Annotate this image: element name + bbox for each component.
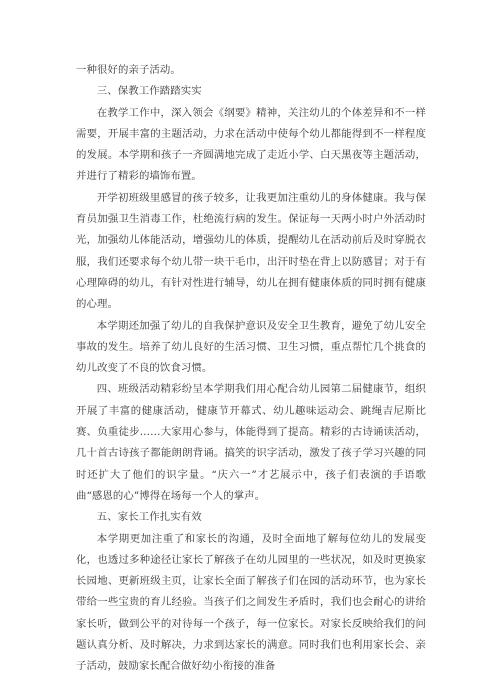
section-heading-3: 三、保教工作踏踏实实 <box>96 85 202 98</box>
paragraph-activities: 四、班级活动精彩纷呈本学期我们用心配合幼儿园第二届健康节，组织开展了丰富的健康活动，健康节开幕式、幼儿趣味运动会、跳绳吉尼斯比赛、负重徒步……大家用心参与，体能得到了提高。精彩的古诗诵读活动，几十首古诗孩子都能朗朗背诵。搞笑的识字活动，激发了孩子学习兴趣的同时还扩大了他们的识字量。“庆六一”才艺展示中，孩子们表演的手语歌曲“感恩的心”博得在场每一个人的掌声。 <box>76 383 426 502</box>
paragraph-safety: 本学期还加强了幼儿的自我保护意识及安全卫生教育，避免了幼儿安全事故的发生。培养了幼儿良好的生活习惯、卫生习惯，重点帮忙几个挑食的幼儿改变了不良的饮食习惯。 <box>76 319 426 375</box>
paragraph-health: 开学初班级里感冒的孩子较多，让我更加注重幼儿的身体健康。我与保育员加强卫生消毒工作，杜绝流行病的发生。保证每一天两小时户外活动时光，加强幼儿体能活动，增强幼儿的体质，提醒幼儿在活动前后及时穿脱衣服，我们还要求每个幼儿带一块干毛巾，出汗时垫在背上以防感冒；对于有心理障碍的幼儿，有针对性进行辅导，幼儿在拥有健康体质的同时拥有健康的心理。 <box>76 191 426 311</box>
paragraph-teaching: 在教学工作中，深入领会《纲要》精神，关注幼儿的个体差异和不一样需要，开展丰富的主题活动，力求在活动中使每个幼儿都能得到不一样程度的发展。本学期和孩子一齐圆满地完成了走近小学、白天黑夜等主题活动，并进行了精彩的墙饰布置。 <box>76 106 426 183</box>
document-page <box>76 60 426 678</box>
lead-fragment: 一种很好的亲子活动。 <box>76 64 181 76</box>
section-heading-5: 五、家长工作扎实有效 <box>96 511 202 524</box>
paragraph-parents: 本学期更加注重了和家长的沟通，及时全面地了解每位幼儿的发展变化，也透过多种途径让家长了解孩子在幼儿园里的一些状况，如及时更换家长园地、更新班级主页，让家长全面了解孩子们在园的活动环节，也为家长带给一些宝贵的育儿经验。当孩子们之间发生矛盾时，我们也会耐心的讲给家长听，做到公平的对待每一个孩子，每一位家长。对家长反映给我们的问题认真分析、及时解决，力求到达家长的满意。同时我们也利用家长会、亲子活动，鼓励家长配合做好幼小衔接的准备 <box>76 532 426 673</box>
